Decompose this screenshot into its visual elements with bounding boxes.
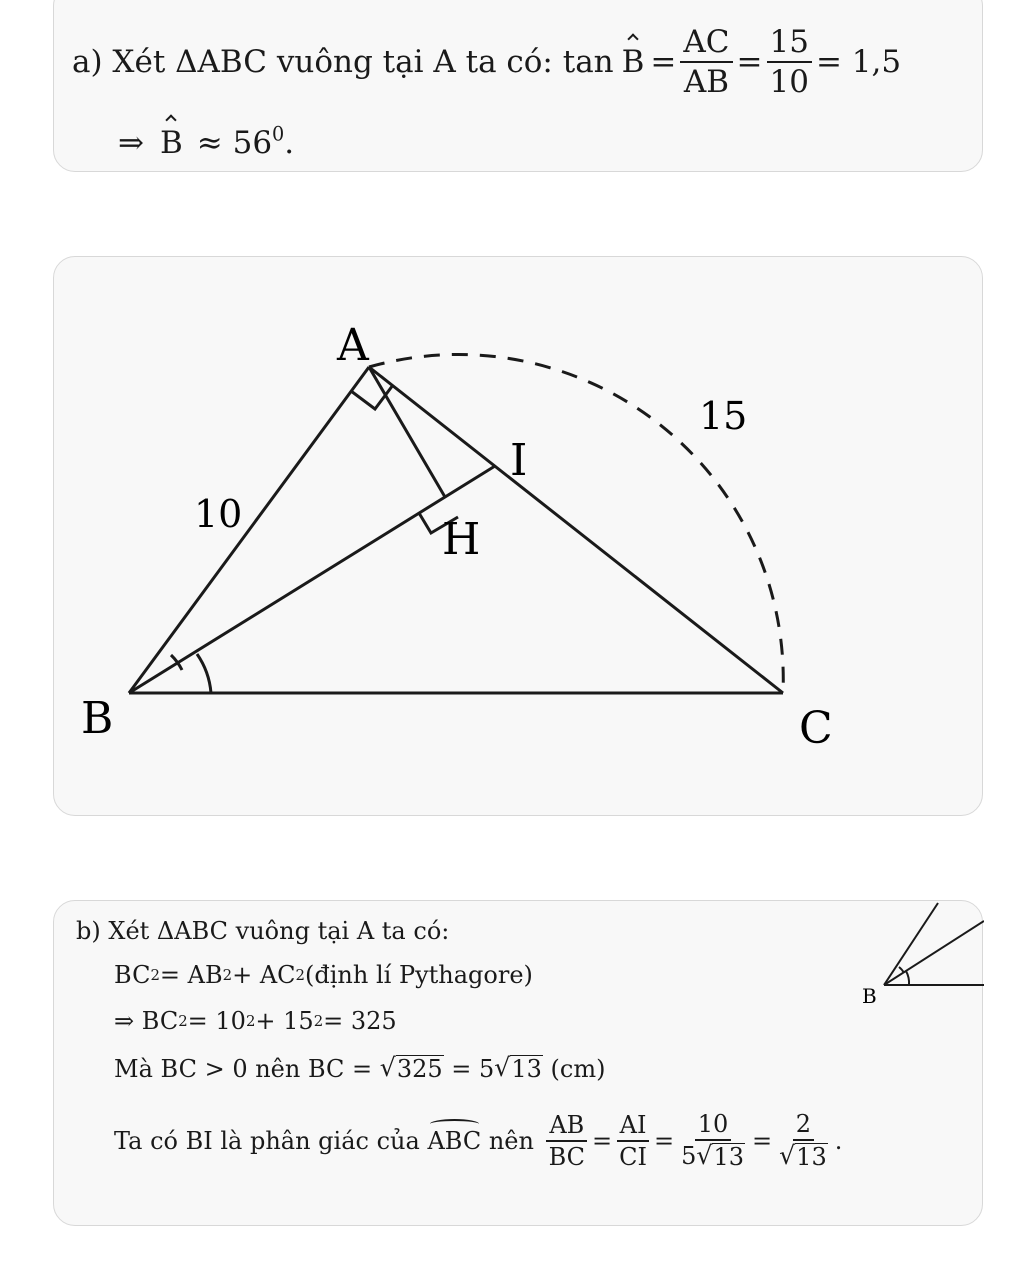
sketch-ray-top [884, 903, 938, 985]
degree-sup: 0 [272, 122, 285, 146]
sqrt-13: √ 13 [696, 1141, 744, 1172]
part-b-line-2: BC 2 = AB 2 + AC 2 (định lí Pythagore) [114, 961, 533, 989]
label-ac-length: 15 [699, 394, 748, 438]
text-pythagore: (định lí Pythagore) [305, 961, 533, 989]
label-h: H [442, 514, 481, 565]
fraction-denominator: BC [548, 1143, 586, 1172]
equals-sign: = [654, 1127, 675, 1156]
fraction-ai-ci [616, 1112, 650, 1171]
angle-b-hat: B [159, 125, 183, 161]
part-b-intro: b) Xét ΔABC vuông tại A ta có: [76, 917, 450, 945]
text-325: = 325 [323, 1007, 397, 1035]
label-c: C [799, 703, 833, 754]
tan-result: = 1,5 [815, 44, 902, 81]
fraction-10-5sqrt13 [678, 1111, 748, 1172]
equals-sign: = [736, 44, 763, 81]
sketch-arc [899, 967, 904, 973]
part-a-line-1 [72, 25, 901, 99]
part-b-line-1 [76, 917, 449, 945]
sqrt-13: √ 13 [494, 1053, 542, 1083]
fraction-numerator: 10 [695, 1111, 732, 1141]
equals-sign: = [650, 44, 677, 81]
part-b-line-3: ⇒ BC 2 = 10 2 + 15 2 = 325 [114, 1007, 397, 1035]
bisector-bi [129, 466, 495, 693]
fraction-ab-bc [546, 1112, 588, 1171]
text-bc: BC [114, 961, 151, 989]
fraction-numerator: AC [680, 25, 732, 63]
text-bc-positive: Mà BC > 0 nên BC = [114, 1055, 380, 1084]
approx-end: . [284, 125, 295, 161]
label-ab-length: 10 [194, 492, 243, 536]
equals-sign: = [592, 1127, 613, 1156]
angle-b-hat: B [621, 44, 645, 81]
fraction-denominator: AB [683, 64, 730, 101]
approx-value: ≈ 56 [196, 125, 273, 161]
fraction-denominator: CI [619, 1143, 647, 1172]
radicand: 325 [396, 1055, 443, 1083]
text-bc: ⇒ BC [114, 1007, 179, 1035]
fraction-2-sqrt13 [776, 1111, 831, 1172]
sqrt-13: √ 13 [779, 1141, 827, 1172]
text-bisector: Ta có BI là phân giác của [114, 1127, 428, 1156]
fraction-numerator: 2 [793, 1111, 814, 1141]
part-b-card [53, 900, 983, 1226]
fraction-ac-ab [680, 25, 732, 99]
coef-5: 5 [681, 1142, 697, 1171]
angle-sketch [844, 901, 984, 1021]
fraction-15-10 [767, 25, 812, 99]
text-10: = 10 [187, 1007, 246, 1035]
figure-card [53, 256, 983, 816]
angle-abc: ABC [427, 1127, 482, 1156]
side-ab [129, 367, 369, 693]
sqrt-325: √ 325 [379, 1053, 443, 1083]
sketch-label-b: B [862, 984, 877, 1008]
part-a-line-2 [118, 122, 295, 161]
angle-approx [196, 122, 295, 161]
part-b-line-4 [114, 1055, 605, 1084]
label-i: I [510, 435, 528, 486]
text-nen: nên [481, 1127, 542, 1156]
segment-ah [369, 367, 445, 497]
fraction-numerator: AB [546, 1112, 587, 1142]
period: . [834, 1127, 843, 1156]
text-15: + 15 [255, 1007, 314, 1035]
text-ab: = AB [159, 961, 223, 989]
implies-symbol: ⇒ [118, 125, 144, 161]
fraction-denominator [776, 1141, 831, 1172]
fraction-numerator: 15 [767, 25, 812, 63]
fraction-denominator [678, 1141, 748, 1172]
label-b: B [81, 693, 114, 744]
fraction-denominator: 10 [769, 64, 809, 101]
text-cm: (cm) [542, 1055, 606, 1084]
part-b-line-5 [114, 1111, 842, 1172]
sketch-arc [906, 971, 909, 985]
triangle-figure [54, 257, 984, 817]
radicand: 13 [796, 1143, 827, 1172]
radicand: 13 [511, 1055, 542, 1083]
radicand: 13 [713, 1143, 744, 1172]
equals-sign: = [752, 1127, 773, 1156]
part-a-card [53, 0, 983, 172]
label-a: A [337, 320, 369, 371]
part-a-intro: a) Xét ΔABC vuông tại A ta có: tan [72, 44, 614, 81]
angle-arc-b2 [197, 654, 211, 693]
sketch-ray-middle [884, 921, 984, 985]
fraction-numerator: AI [617, 1112, 650, 1142]
text-5: = 5 [443, 1055, 495, 1084]
text-ac: + AC [232, 961, 296, 989]
